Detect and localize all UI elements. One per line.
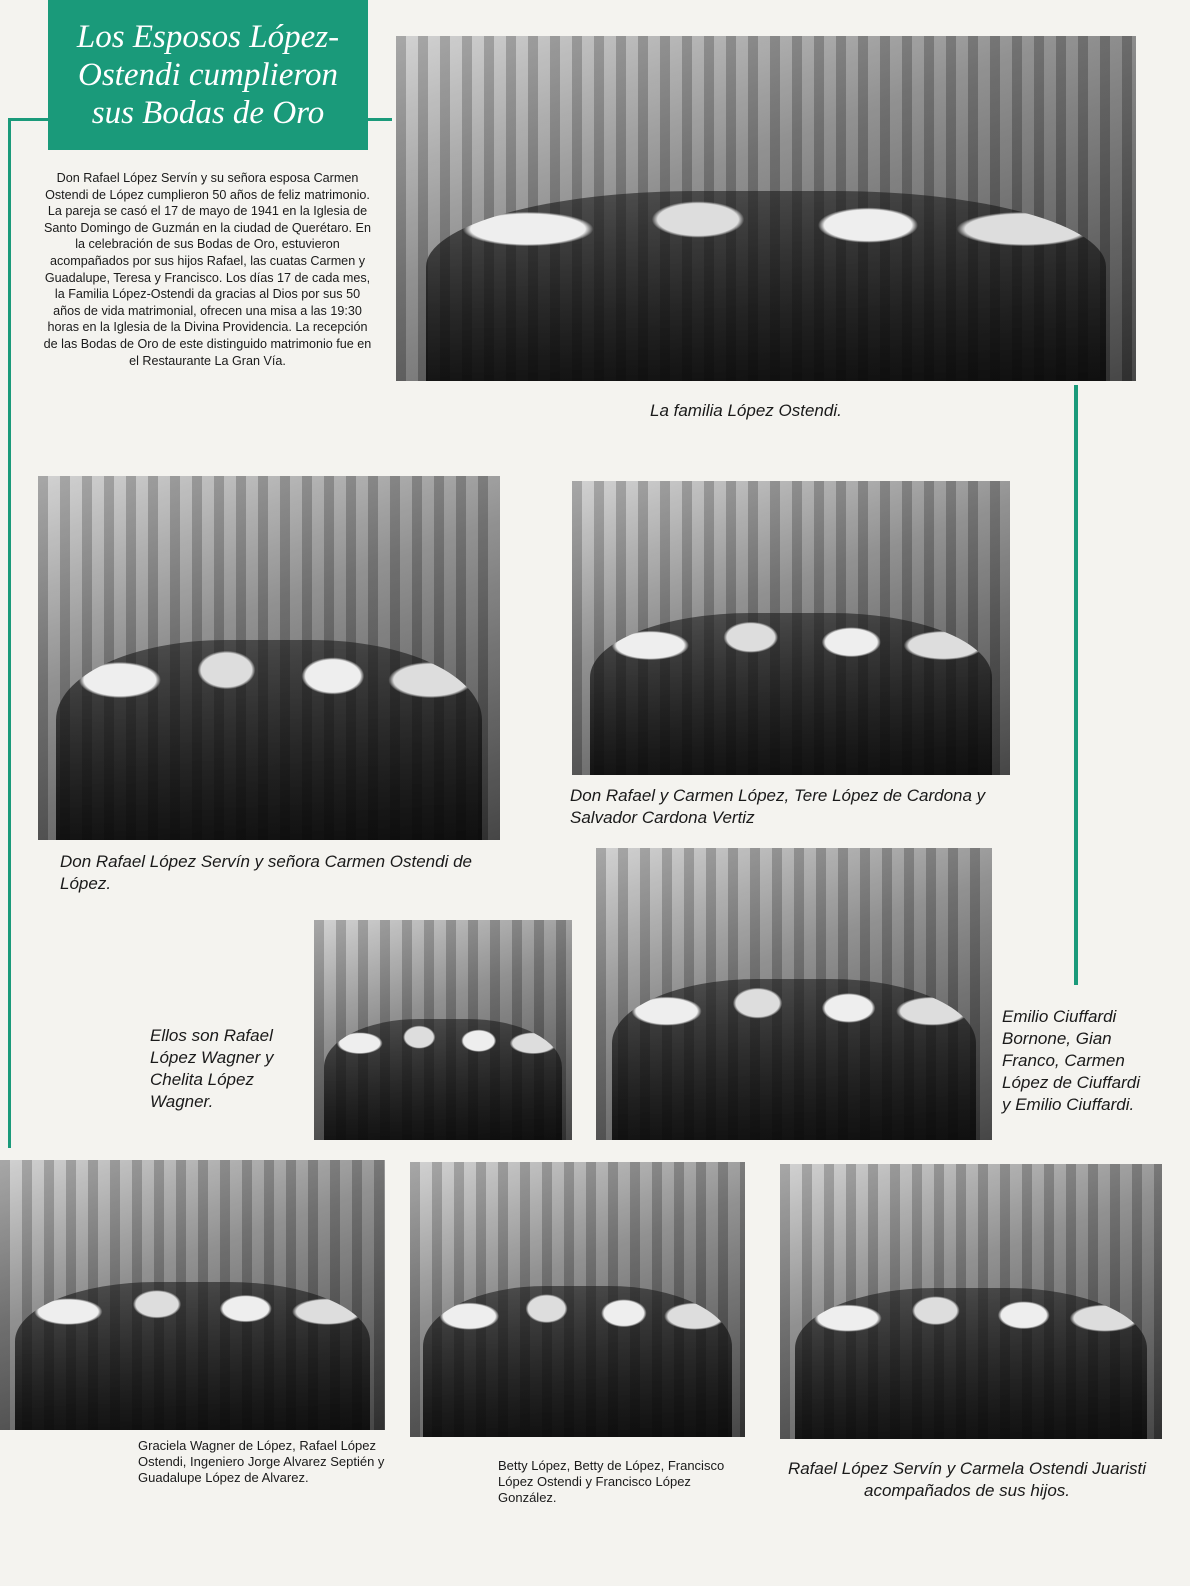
accent-line-title-right <box>366 118 392 121</box>
caption-couple: Don Rafael López Servín y señora Carmen Ostendi de López. <box>60 852 473 893</box>
caption-cardona: Don Rafael y Carmen López, Tere López de Cardona y Salvador Cardona Vertiz <box>570 786 986 827</box>
caption-ciuffardi: Emilio Ciuffardi Bornone, Gian Franco, Carmen López de Ciuffardi y Emilio Ciuffardi. <box>1002 1007 1140 1114</box>
photo-family <box>396 36 1136 381</box>
article-title: Los Esposos López- Ostendi cumplieron sus Bodas de Oro <box>76 19 340 131</box>
caption-wagner-alvarez: Graciela Wagner de López, Rafael López Ostendi, Ingeniero Jorge Alvarez Septién y Guadalupe López de Alvarez. <box>138 1438 385 1485</box>
photo-ciuffardi <box>596 848 992 1140</box>
caption-betty-lopez: Betty López, Betty de López, Francisco López Ostendi y Francisco López González. <box>498 1458 725 1505</box>
photo-couple <box>38 476 500 840</box>
accent-line-left <box>8 118 11 1148</box>
photo-lopez-wagner <box>314 920 572 1140</box>
photo-wagner-alvarez <box>0 1160 385 1430</box>
photo-hijos <box>780 1164 1162 1439</box>
photo-betty-lopez <box>410 1162 745 1437</box>
photo-cardona <box>572 481 1010 775</box>
accent-line-right <box>1074 385 1078 985</box>
caption-family: La familia López Ostendi. <box>650 401 842 420</box>
caption-lopez-wagner: Ellos son Rafael López Wagner y Chelita López Wagner. <box>150 1026 274 1111</box>
accent-line-top <box>8 118 50 121</box>
caption-hijos: Rafael López Servín y Carmela Ostendi Juaristi acompañados de sus hijos. <box>787 1459 1147 1500</box>
article-title-box <box>48 0 368 150</box>
article-intro: Don Rafael López Servín y su señora esposa Carmen Ostendi de López cumplieron 50 años de feliz matrimonio. La pareja se casó el 17 de mayo de 1941 en la Iglesia de Santo Domingo de Guzmán en la ciudad de Querétaro. En la celebración de sus Bodas de Oro, estuvieron acompañados por sus hijos Rafael, las cuatas Carmen y Guadalupe, Teresa y Francisco. Los días 17 de cada mes, la Familia López-Ostendi da gracias al Dios por sus 50 años de vida matrimonial, ofrecen una misa a las 19:30 horas en la Iglesia de la Divina Providencia. La recepción de las Bodas de Oro de este distinguido matrimonio fue en el Restaurante La Gran Vía. <box>43 171 372 368</box>
